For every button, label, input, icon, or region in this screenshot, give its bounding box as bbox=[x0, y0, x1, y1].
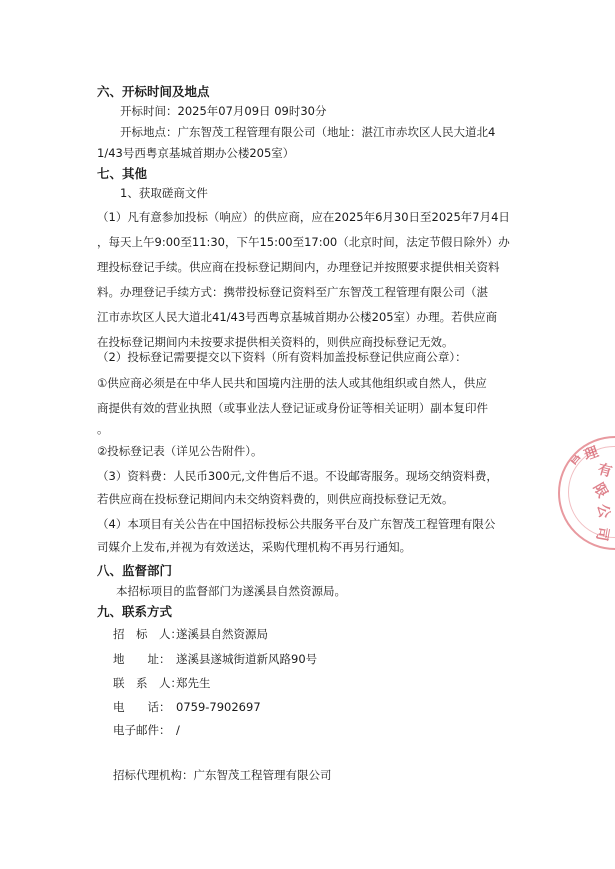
paragraph-1-line: 理投标登记手续。供应商在投标登记期间内，办理登记并按照要求提供相关资料 bbox=[97, 260, 500, 274]
paragraph-1-line: 在投标登记期间内未按要求提供相关资料的，则供应商投标登记无效。 bbox=[97, 335, 454, 349]
contact-label: 联 系 人： bbox=[113, 676, 182, 690]
section-9-heading: 九、联系方式 bbox=[97, 604, 173, 619]
paragraph-5-line: 若供应商在投标登记期间内未交纳资料费的，则供应商投标登记无效。 bbox=[97, 492, 454, 506]
seal-char: 公 bbox=[593, 502, 613, 520]
contact-value: 郑先生 bbox=[176, 676, 211, 690]
sub-heading-get-docs: 1、获取磋商文件 bbox=[120, 186, 208, 200]
contact-value: / bbox=[176, 723, 180, 737]
seal-char: 管 bbox=[563, 448, 585, 470]
paragraph-5-line: （3）资料费：人民币300元,文件售后不退。不设邮寄服务。现场交纳资料费， bbox=[97, 469, 498, 483]
contact-label: 招 标 人： bbox=[113, 627, 182, 641]
seal-char: 有 bbox=[595, 461, 614, 481]
paragraph-1-line: 江市赤坎区人民大道北41/43号西粤京基城首期办公楼205室）办理。若供应商 bbox=[97, 310, 498, 324]
seal-char: 理 bbox=[582, 444, 601, 464]
seal-char: 司 bbox=[592, 525, 612, 543]
paragraph-2: （2）投标登记需要提交以下资料（所有资料加盖投标登记供应商公章）： bbox=[97, 350, 467, 364]
paragraph-4: ②投标登记表（详见公告附件）。 bbox=[97, 444, 263, 458]
contact-value: 0759-7902697 bbox=[176, 700, 261, 714]
opening-place-line-2: 1/43号西粤京基城首期办公楼205室） bbox=[97, 146, 295, 160]
paragraph-3-line: ①供应商必须是在中华人民共和国境内注册的法人或其他组织或自然人，供应 bbox=[97, 376, 487, 390]
contact-label: 地 址： bbox=[113, 652, 171, 666]
section-8-heading: 八、监督部门 bbox=[97, 563, 173, 578]
section-6-heading: 六、开标时间及地点 bbox=[97, 84, 210, 99]
opening-place-line-1: 开标地点：广东智茂工程管理有限公司（地址：湛江市赤坎区人民大道北4 bbox=[120, 125, 496, 139]
contact-value: 遂溪县遂城街道新风路90号 bbox=[176, 652, 318, 666]
paragraph-1-line: （1）凡有意参加投标（响应）的供应商，应在2025年6月30日至2025年7月4日 bbox=[97, 210, 510, 224]
contact-value: 遂溪县自然资源局 bbox=[176, 627, 268, 641]
contact-label: 电 话： bbox=[113, 700, 171, 714]
supervision-text: 本招标项目的监督部门为遂溪县自然资源局。 bbox=[116, 584, 346, 598]
contact-label: 电子邮件： bbox=[113, 723, 171, 737]
paragraph-1-line: ，每天上午9:00至11:30，下午15:00至17:00（北京时间，法定节假日除外）办 bbox=[97, 235, 510, 249]
paragraph-1-line: 料。办理登记手续方式：携带投标登记资料至广东智茂工程管理有限公司（湛 bbox=[97, 285, 488, 299]
paragraph-3-line: 。 bbox=[97, 422, 109, 436]
paragraph-3-line: 商提供有效的营业执照（或事业法人登记证或身份证等相关证明）副本复印件 bbox=[97, 401, 488, 415]
paragraph-6-line: （4）本项目有关公告在中国招标投标公共服务平台及广东智茂工程管理有限公 bbox=[97, 517, 496, 531]
company-seal bbox=[558, 436, 615, 550]
section-7-heading: 七、其他 bbox=[97, 166, 148, 181]
agency-line: 招标代理机构：广东智茂工程管理有限公司 bbox=[113, 768, 332, 782]
seal-char: 限 bbox=[589, 480, 611, 501]
paragraph-6-line: 司媒介上发布,并视为有效送达，采购代理机构不再另行通知。 bbox=[97, 540, 412, 554]
opening-time: 开标时间：2025年07月09日 09时30分 bbox=[120, 104, 327, 118]
